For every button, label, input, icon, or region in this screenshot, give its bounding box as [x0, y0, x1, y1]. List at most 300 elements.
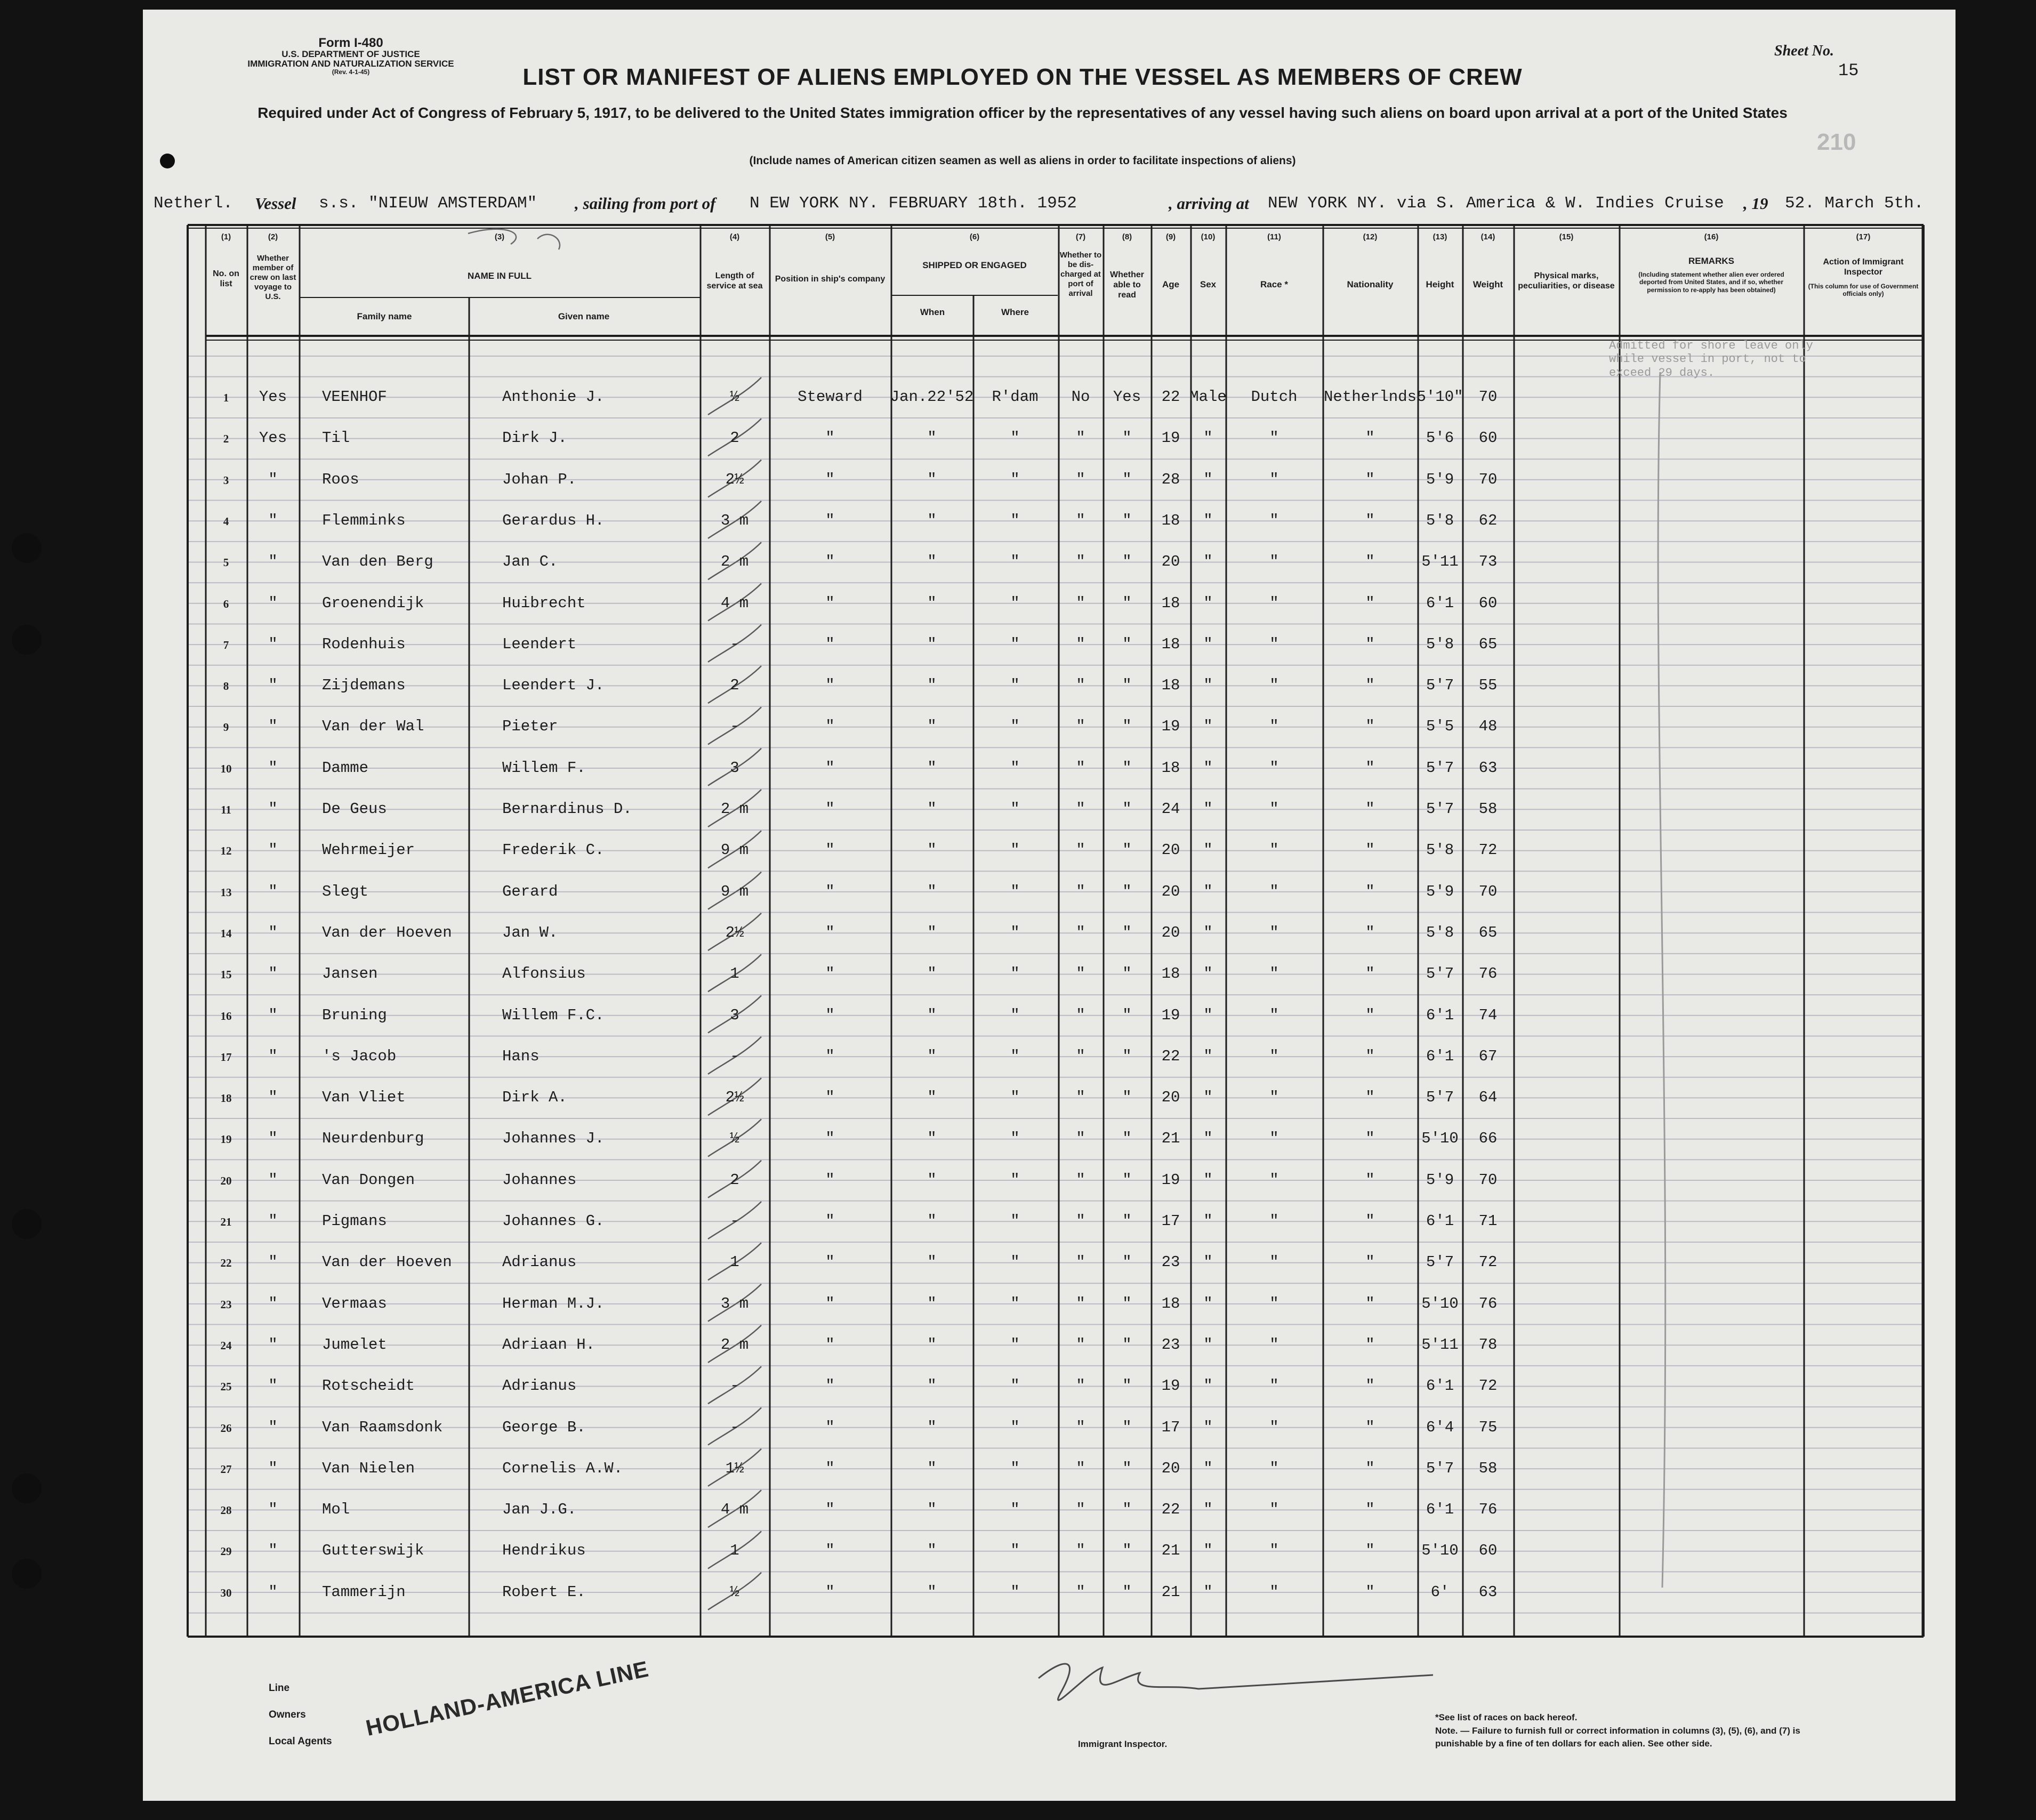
cell-service: 2 m	[720, 800, 749, 818]
cell-service: -	[730, 718, 739, 736]
cell-where: "	[1010, 965, 1020, 983]
cell-where: R'dam	[992, 388, 1039, 406]
form-revision: (Rev. 4-1-45)	[332, 68, 370, 76]
cell-member: "	[268, 841, 278, 859]
cell-given: Willem F.	[502, 759, 586, 777]
cell-when: "	[927, 1253, 937, 1271]
cell-given: Anthonie J.	[502, 388, 605, 406]
header-race: Race *	[1260, 279, 1288, 289]
cell-no: 14	[220, 927, 232, 940]
cell-disch: "	[1076, 470, 1085, 488]
cell-service: 2½	[725, 1089, 744, 1107]
cell-sex: "	[1203, 635, 1213, 653]
cell-height: 6'1	[1426, 1006, 1454, 1024]
line-label: Line	[269, 1682, 290, 1694]
cell-where: "	[1010, 1542, 1020, 1560]
cell-weight: 74	[1478, 1006, 1498, 1024]
cell-family: Jansen	[322, 965, 378, 983]
cell-family: Tammerijn	[322, 1583, 406, 1601]
cell-sex: "	[1203, 841, 1213, 859]
binder-hole	[160, 154, 175, 168]
cell-no: 16	[220, 1009, 232, 1022]
cell-age: 19	[1161, 429, 1180, 447]
cell-read: "	[1122, 800, 1132, 818]
cell-member: "	[268, 1583, 278, 1601]
cell-disch: "	[1076, 1171, 1085, 1189]
cell-position: "	[825, 635, 835, 653]
cell-where: "	[1010, 1501, 1020, 1519]
cell-nat: "	[1365, 1047, 1375, 1065]
cell-age: 28	[1161, 470, 1180, 488]
cell-no: 27	[220, 1462, 232, 1476]
cell-nat: "	[1365, 841, 1375, 859]
cell-where: "	[1010, 1130, 1020, 1148]
col-num-2: (2)	[268, 232, 278, 241]
cell-sex: "	[1203, 553, 1213, 571]
cell-member: "	[268, 1459, 278, 1477]
cell-member: "	[268, 1253, 278, 1271]
cell-nat: "	[1365, 882, 1375, 900]
cell-sex: "	[1203, 1542, 1213, 1560]
cell-when: "	[927, 882, 937, 900]
cell-age: 17	[1161, 1418, 1180, 1436]
cell-family: Zijdemans	[322, 677, 406, 695]
cell-where: "	[1010, 1377, 1020, 1395]
cell-position: "	[825, 1294, 835, 1312]
cell-no: 10	[220, 762, 232, 775]
cell-service: 1	[730, 965, 739, 983]
cell-age: 20	[1161, 553, 1180, 571]
cell-when: "	[927, 677, 937, 695]
cell-position: "	[825, 759, 835, 777]
cell-read: "	[1122, 1501, 1132, 1519]
cell-member: "	[268, 635, 278, 653]
cell-race: "	[1269, 1006, 1279, 1024]
cell-family: Wehrmeijer	[322, 841, 415, 859]
cell-family: Van den Berg	[322, 553, 433, 571]
col-num-4: (4)	[729, 232, 740, 241]
cell-sex: "	[1203, 1212, 1213, 1230]
cell-race: "	[1269, 1459, 1279, 1477]
cell-race: "	[1269, 1130, 1279, 1148]
cell-family: Neurdenburg	[322, 1130, 424, 1148]
cell-family: Van Raamsdonk	[322, 1418, 443, 1436]
cell-age: 19	[1161, 718, 1180, 736]
cell-where: "	[1010, 800, 1020, 818]
header-shipped-or-engaged: SHIPPED OR ENGAGED	[922, 260, 1027, 270]
cell-read: "	[1122, 923, 1132, 941]
cell-age: 21	[1161, 1583, 1180, 1601]
cell-position: "	[825, 594, 835, 612]
cell-where: "	[1010, 511, 1020, 529]
remark-line: exceed 29 days.	[1609, 366, 1715, 380]
cell-age: 20	[1161, 882, 1180, 900]
cell-sex: "	[1203, 882, 1213, 900]
cell-race: "	[1269, 882, 1279, 900]
cell-sex: "	[1203, 1418, 1213, 1436]
cell-where: "	[1010, 553, 1020, 571]
cell-read: "	[1122, 759, 1132, 777]
header-family-name: Family name	[357, 311, 412, 321]
cell-no: 3	[223, 473, 229, 487]
cell-member: "	[268, 718, 278, 736]
cell-service: 3	[730, 759, 739, 777]
cell-read: "	[1122, 882, 1132, 900]
cell-height: 5'7	[1426, 759, 1454, 777]
cell-read: "	[1122, 965, 1132, 983]
cell-race: "	[1269, 1583, 1279, 1601]
cell-member: "	[268, 800, 278, 818]
cell-where: "	[1010, 841, 1020, 859]
cell-service: ½	[730, 388, 739, 406]
cell-sex: "	[1203, 759, 1213, 777]
cell-nat: "	[1365, 1418, 1375, 1436]
cell-position: "	[825, 1253, 835, 1271]
cell-when: "	[927, 759, 937, 777]
cell-sex: "	[1203, 1377, 1213, 1395]
cell-read: "	[1122, 1047, 1132, 1065]
cell-weight: 63	[1478, 1583, 1498, 1601]
cell-age: 20	[1161, 841, 1180, 859]
cell-position: "	[825, 1501, 835, 1519]
arriving-label: , arriving at	[1169, 194, 1249, 213]
cell-where: "	[1010, 759, 1020, 777]
cell-read: "	[1122, 1583, 1132, 1601]
cell-given: Jan J.G.	[502, 1501, 577, 1519]
cell-when: "	[927, 1501, 937, 1519]
cell-race: "	[1269, 511, 1279, 529]
cell-race: "	[1269, 923, 1279, 941]
cell-position: "	[825, 1089, 835, 1107]
cell-family: Rodenhuis	[322, 635, 406, 653]
cell-given: Robert E.	[502, 1583, 586, 1601]
cell-race: "	[1269, 1335, 1279, 1354]
cell-given: Hendrikus	[502, 1542, 586, 1560]
cell-nat: "	[1365, 1501, 1375, 1519]
header-remarks-note: (Including statement whether alien ever ordered deported from United States, and if so, whether permission to re-apply has been obtained)	[1638, 271, 1784, 294]
cell-sex: "	[1203, 1006, 1213, 1024]
cell-read: Yes	[1113, 388, 1141, 406]
cell-weight: 66	[1478, 1130, 1498, 1148]
cell-given: Johannes	[502, 1171, 577, 1189]
sheet-number-label: Sheet No.	[1774, 43, 1834, 59]
cell-disch: "	[1076, 511, 1085, 529]
binder-hole	[12, 625, 42, 655]
cell-given: Johannes G.	[502, 1212, 605, 1230]
cell-age: 17	[1161, 1212, 1180, 1230]
cell-position: "	[825, 965, 835, 983]
cell-no: 26	[220, 1421, 232, 1435]
cell-read: "	[1122, 429, 1132, 447]
cell-read: "	[1122, 1418, 1132, 1436]
cell-no: 20	[220, 1174, 232, 1187]
cell-height: 6'1	[1426, 594, 1454, 612]
cell-family: 's Jacob	[322, 1047, 397, 1065]
cell-no: 15	[220, 968, 232, 981]
cell-when: "	[927, 1335, 937, 1354]
manifest-grid	[143, 10, 1955, 1801]
cell-weight: 71	[1478, 1212, 1498, 1230]
cell-age: 18	[1161, 511, 1180, 529]
note-text: — Failure to furnish full or correct information in columns (3), (5), (6), and (7) is punishable by a fine of ten dollars for each alien. See other side.	[1435, 1725, 1800, 1749]
cell-service: 4 m	[720, 1501, 749, 1519]
remarks-ditto-line	[1658, 372, 1665, 1588]
vessel-flag: Netherl.	[154, 194, 233, 213]
cell-age: 18	[1161, 635, 1180, 653]
cell-no: 5	[223, 556, 229, 569]
cell-sex: "	[1203, 1171, 1213, 1189]
cell-read: "	[1122, 594, 1132, 612]
cell-race: "	[1269, 759, 1279, 777]
cell-nat: "	[1365, 1335, 1375, 1354]
cell-weight: 70	[1478, 388, 1498, 406]
cell-family: Van der Hoeven	[322, 1253, 452, 1271]
cell-disch: "	[1076, 1294, 1085, 1312]
cell-given: Dirk J.	[502, 429, 567, 447]
cell-race: "	[1269, 841, 1279, 859]
cell-when: "	[927, 1089, 937, 1107]
cell-given: Herman M.J.	[502, 1294, 605, 1312]
cell-nat: "	[1365, 594, 1375, 612]
cell-disch: "	[1076, 594, 1085, 612]
inspector-signature	[1039, 1664, 1433, 1700]
cell-family: Damme	[322, 759, 369, 777]
header-no-on-list: No. on list	[213, 269, 239, 289]
cell-member: "	[268, 1377, 278, 1395]
cell-position: "	[825, 718, 835, 736]
cell-sex: "	[1203, 1501, 1213, 1519]
cell-nat: "	[1365, 1542, 1375, 1560]
cell-race: "	[1269, 718, 1279, 736]
cell-no: 22	[220, 1257, 232, 1270]
cell-sex: "	[1203, 677, 1213, 695]
cell-race: "	[1269, 470, 1279, 488]
cell-read: "	[1122, 1377, 1132, 1395]
year-date: 52. March 5th.	[1785, 194, 1924, 213]
cell-sex: "	[1203, 800, 1213, 818]
cell-family: Bruning	[322, 1006, 387, 1024]
cell-height: 5'8	[1426, 923, 1454, 941]
cell-height: 6'1	[1426, 1377, 1454, 1395]
cell-age: 23	[1161, 1335, 1180, 1354]
col-num-5: (5)	[825, 232, 835, 241]
cell-where: "	[1010, 1006, 1020, 1024]
cell-read: "	[1122, 1542, 1132, 1560]
cell-disch: "	[1076, 718, 1085, 736]
cell-when: "	[927, 1212, 937, 1230]
cell-member: Yes	[259, 429, 287, 447]
cell-position: "	[825, 1459, 835, 1477]
cell-height: 5'7	[1426, 965, 1454, 983]
col-num-6: (6)	[969, 232, 980, 241]
header-inspector-action: Action of Immigrant Inspector	[1823, 257, 1904, 277]
cell-where: "	[1010, 718, 1020, 736]
cell-height: 5'7	[1426, 1089, 1454, 1107]
cell-disch: "	[1076, 1501, 1085, 1519]
manifest-title: LIST OR MANIFEST OF ALIENS EMPLOYED ON THE VESSEL AS MEMBERS OF CREW	[522, 64, 1523, 90]
cell-race: "	[1269, 965, 1279, 983]
col-num-13: (13)	[1433, 232, 1447, 241]
cell-read: "	[1122, 677, 1132, 695]
cell-disch: "	[1076, 635, 1085, 653]
cell-given: Adrianus	[502, 1253, 577, 1271]
cell-given: Gerard	[502, 882, 558, 900]
cell-weight: 67	[1478, 1047, 1498, 1065]
cell-read: "	[1122, 553, 1132, 571]
cell-height: 5'5	[1426, 718, 1454, 736]
cell-age: 24	[1161, 800, 1180, 818]
cell-member: "	[268, 677, 278, 695]
cell-disch: "	[1076, 841, 1085, 859]
local-agents-label: Local Agents	[269, 1736, 332, 1747]
cell-position: "	[825, 1583, 835, 1601]
cell-height: 5'9	[1426, 1171, 1454, 1189]
cell-given: Dirk A.	[502, 1089, 567, 1107]
cell-nat: "	[1365, 553, 1375, 571]
cell-height: 5'7	[1426, 800, 1454, 818]
vessel-label: Vessel	[255, 194, 296, 213]
cell-when: "	[927, 1047, 937, 1065]
cell-read: "	[1122, 1089, 1132, 1107]
cell-height: 5'9	[1426, 882, 1454, 900]
cell-given: George B.	[502, 1418, 586, 1436]
cell-height: 5'8	[1426, 511, 1454, 529]
cell-when: "	[927, 841, 937, 859]
cell-age: 22	[1161, 1047, 1180, 1065]
cell-position: "	[825, 511, 835, 529]
cell-nat: "	[1365, 800, 1375, 818]
col-num-1: (1)	[221, 232, 231, 241]
cell-disch: "	[1076, 1212, 1085, 1230]
cell-age: 23	[1161, 1253, 1180, 1271]
cell-nat: "	[1365, 1253, 1375, 1271]
cell-weight: 76	[1478, 1294, 1498, 1312]
cell-no: 24	[220, 1339, 232, 1352]
binder-hole	[12, 1559, 42, 1589]
cell-weight: 72	[1478, 1253, 1498, 1271]
cell-family: Roos	[322, 470, 359, 488]
cell-weight: 60	[1478, 429, 1498, 447]
cell-no: 1	[223, 391, 229, 404]
cell-weight: 62	[1478, 511, 1498, 529]
cell-disch: "	[1076, 553, 1085, 571]
cell-where: "	[1010, 677, 1020, 695]
cell-family: Vermaas	[322, 1294, 387, 1312]
header-nationality: Nationality	[1347, 279, 1394, 289]
cell-position: "	[825, 882, 835, 900]
cell-position: "	[825, 470, 835, 488]
header-when: When	[920, 307, 945, 317]
cell-position: "	[825, 677, 835, 695]
cell-race: "	[1269, 800, 1279, 818]
cell-disch: "	[1076, 1583, 1085, 1601]
cell-given: Leendert	[502, 635, 577, 653]
holland-america-stamp: HOLLAND-AMERICA LINE	[364, 1656, 651, 1741]
cell-height: 5'7	[1426, 677, 1454, 695]
cell-age: 18	[1161, 759, 1180, 777]
header-height: Height	[1426, 279, 1454, 289]
cell-nat: "	[1365, 1377, 1375, 1395]
cell-when: "	[927, 1459, 937, 1477]
cell-service: 4 m	[720, 594, 749, 612]
cell-no: 8	[223, 680, 229, 693]
cell-family: De Geus	[322, 800, 387, 818]
cell-no: 21	[220, 1215, 232, 1228]
cell-when: "	[927, 511, 937, 529]
cell-age: 18	[1161, 965, 1180, 983]
cell-race: "	[1269, 1377, 1279, 1395]
races-note: *See list of races on back hereof.	[1435, 1712, 1578, 1722]
cell-service: 2½	[725, 923, 744, 941]
cell-position: "	[825, 1418, 835, 1436]
header-able-to-read: Whether able to read	[1110, 270, 1144, 300]
cell-disch: "	[1076, 882, 1085, 900]
form-number: Form I-480	[318, 36, 383, 50]
cell-disch: "	[1076, 1459, 1085, 1477]
cell-position: "	[825, 429, 835, 447]
cell-height: 5'10	[1421, 1294, 1459, 1312]
cell-race: "	[1269, 553, 1279, 571]
cell-when: "	[927, 965, 937, 983]
owners-label: Owners	[269, 1709, 306, 1720]
cell-age: 22	[1161, 388, 1180, 406]
sailing-label: , sailing from port of	[575, 194, 716, 213]
cell-nat: "	[1365, 1006, 1375, 1024]
cell-no: 12	[220, 844, 232, 858]
remarks-row-1	[1609, 339, 1813, 380]
cell-race: "	[1269, 594, 1279, 612]
cell-disch: "	[1076, 1253, 1085, 1271]
cell-height: 6'4	[1426, 1418, 1454, 1436]
cell-given: Adrianus	[502, 1377, 577, 1395]
cell-given: Leendert J.	[502, 677, 605, 695]
cell-family: Van Nielen	[322, 1459, 415, 1477]
cell-height: 5'8	[1426, 841, 1454, 859]
cell-when: "	[927, 1171, 937, 1189]
cell-height: 6'1	[1426, 1047, 1454, 1065]
cell-where: "	[1010, 923, 1020, 941]
cell-nat: Netherlnds	[1323, 388, 1417, 406]
cell-sex: "	[1203, 594, 1213, 612]
cell-read: "	[1122, 1335, 1132, 1354]
header-discharged: Whether to be dis-charged at port of arrival	[1059, 251, 1102, 298]
cell-service: ½	[730, 1583, 739, 1601]
cell-weight: 70	[1478, 1171, 1498, 1189]
remark-line: Admitted for shore leave only	[1609, 339, 1813, 352]
cell-no: 17	[220, 1050, 232, 1064]
col-num-15: (15)	[1559, 232, 1574, 241]
cell-member: "	[268, 553, 278, 571]
cell-disch: "	[1076, 1089, 1085, 1107]
cell-height: 5'9	[1426, 470, 1454, 488]
cell-age: 20	[1161, 1459, 1180, 1477]
binder-hole	[12, 1473, 42, 1503]
department-name: U.S. DEPARTMENT OF JUSTICE	[281, 49, 420, 60]
cell-height: 6'	[1430, 1583, 1450, 1601]
cell-weight: 76	[1478, 1501, 1498, 1519]
cell-race: "	[1269, 677, 1279, 695]
cell-disch: "	[1076, 429, 1085, 447]
col-num-16: (16)	[1704, 232, 1719, 241]
cell-no: 30	[220, 1586, 232, 1599]
manifest-subtitle: Required under Act of Congress of February 5, 1917, to be delivered to the United States immigration officer by the representatives of any vessel having such aliens on board upon arrival at a port of the United States	[257, 104, 1788, 121]
cell-age: 22	[1161, 1501, 1180, 1519]
cell-sex: "	[1203, 470, 1213, 488]
cell-service: 2	[730, 677, 739, 695]
cell-sex: "	[1203, 1047, 1213, 1065]
header-length-of-service: Length of service at sea	[706, 271, 763, 291]
cell-member: "	[268, 1171, 278, 1189]
